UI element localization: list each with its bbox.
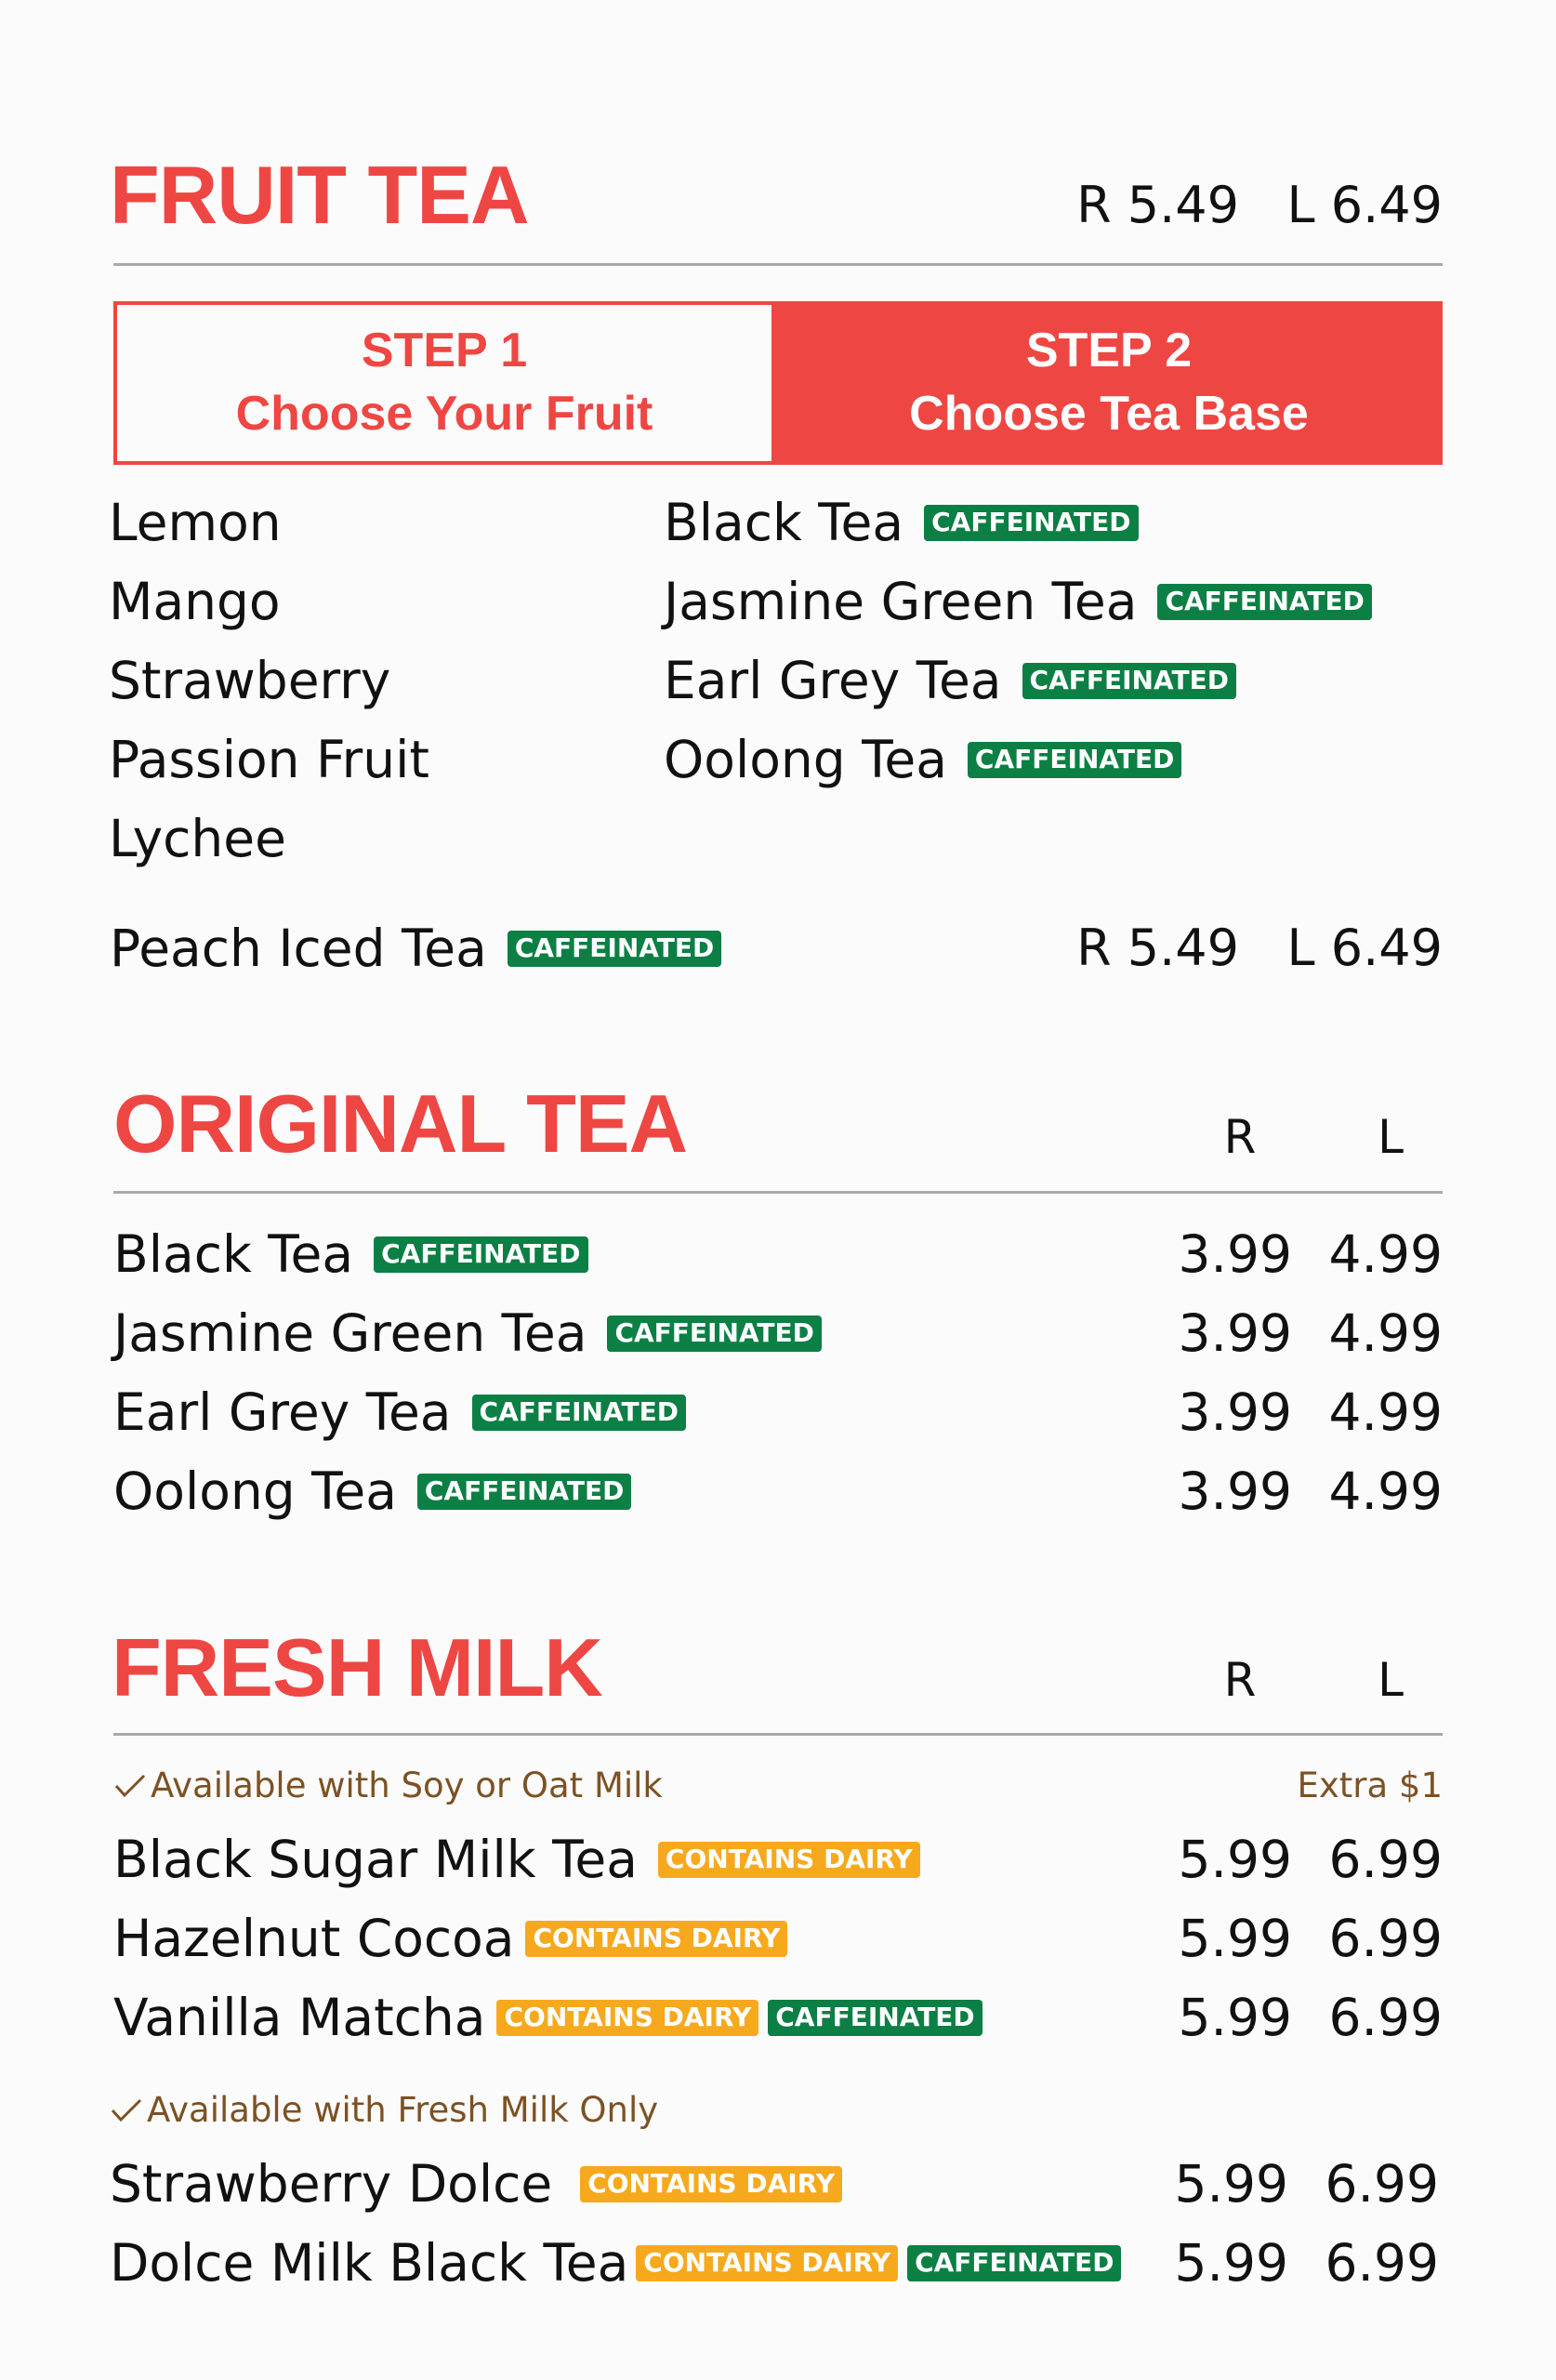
checkmark-icon [110,2097,143,2123]
original-tea-col-l: L [1378,1110,1404,1164]
large-price: 4.99 [1328,1303,1443,1363]
caffeinated-badge: CAFFEINATED [768,2000,982,2036]
original-tea-title: ORIGINAL TEA [113,1078,688,1170]
step1-box [113,301,775,465]
menu-item-name: Jasmine Green Tea [113,1303,587,1363]
contains-dairy-badge: CONTAINS DAIRY [658,1842,920,1878]
caffeinated-badge: CAFFEINATED [968,742,1181,778]
tea-base-name: Earl Grey Tea [664,651,1002,710]
menu-item-name: Hazelnut Cocoa [113,1909,515,1968]
large-price: 4.99 [1328,1382,1443,1442]
large-price: 4.99 [1328,1461,1443,1521]
menu-item [113,1461,631,1521]
menu-item-name: Earl Grey Tea [113,1382,452,1442]
milk-option-text: Available with Soy or Oat Milk [151,1765,663,1805]
caffeinated-badge: CAFFEINATED [907,2245,1121,2281]
step2-number: STEP 2 [1025,324,1193,378]
caffeinated-badge: CAFFEINATED [472,1395,686,1431]
caffeinated-badge: CAFFEINATED [924,505,1138,541]
contains-dairy-badge: CONTAINS DAIRY [496,2000,758,2036]
large-price: 6.99 [1328,1830,1443,1889]
step2-box [775,301,1443,465]
step1-number: STEP 1 [361,324,528,378]
fruit-item: Strawberry [109,651,391,710]
checkmark-icon [113,1773,147,1799]
menu-item [113,1303,822,1363]
menu-item-name: Vanilla Matcha [113,1988,486,2047]
regular-price: 3.99 [1178,1224,1292,1284]
fruit-item: Mango [109,572,281,631]
menu-item [113,1988,982,2047]
fruit-item: Passion Fruit [109,730,429,789]
tea-base-item [664,651,1236,710]
fruit-item: Lychee [109,809,286,868]
menu-item [110,2233,1121,2293]
menu-item-name: Black Tea [113,1224,354,1284]
menu-item [113,1830,920,1889]
caffeinated-badge: CAFFEINATED [508,931,721,967]
caffeinated-badge: CAFFEINATED [374,1236,587,1273]
tea-base-name: Black Tea [664,493,904,552]
menu-item-name: Dolce Milk Black Tea [110,2233,629,2293]
fresh-milk-divider [113,1733,1443,1736]
menu-item [113,1909,787,1968]
fresh-milk-title: FRESH MILK [112,1621,602,1713]
milk-option-note [113,1765,663,1805]
regular-price: 3.99 [1178,1461,1292,1521]
regular-price: 5.99 [1178,1988,1292,2047]
fruit-item: Lemon [109,493,282,552]
menu-item [113,1224,588,1284]
large-price: 4.99 [1328,1224,1443,1284]
fresh-milk-col-r: R [1223,1653,1257,1707]
tea-base-item [664,493,1139,552]
peach-iced-tea-name: Peach Iced Tea [110,919,487,978]
large-price: 6.99 [1328,1988,1443,2047]
regular-price: 5.99 [1174,2154,1288,2214]
large-price: 6.99 [1325,2154,1439,2214]
contains-dairy-badge: CONTAINS DAIRY [636,2245,898,2281]
fruit-tea-title: FRUIT TEA [110,149,529,241]
contains-dairy-badge: CONTAINS DAIRY [580,2166,842,2202]
regular-price: 5.99 [1178,1909,1292,1968]
caffeinated-badge: CAFFEINATED [1157,584,1371,620]
contains-dairy-badge: CONTAINS DAIRY [525,1921,787,1957]
menu-item [113,1382,686,1442]
step1-label: Choose Your Fruit [235,387,653,441]
menu-item-name: Strawberry Dolce [110,2154,553,2214]
tea-base-name: Oolong Tea [664,730,947,789]
regular-price: 5.99 [1178,1830,1292,1889]
caffeinated-badge: CAFFEINATED [607,1316,821,1352]
original-tea-divider [113,1191,1443,1194]
menu-item-name: Black Sugar Milk Tea [113,1830,638,1889]
tea-base-item [664,730,1181,789]
peach-iced-tea-item [110,919,721,978]
original-tea-col-r: R [1223,1110,1257,1164]
step2-label: Choose Tea Base [909,387,1309,441]
regular-price: 3.99 [1178,1382,1292,1442]
fresh-milk-col-l: L [1378,1653,1404,1707]
tea-base-item [664,572,1372,631]
extra-charge: Extra $1 [1297,1765,1443,1805]
fruit-tea-price: R 5.49 L 6.49 [1076,176,1443,234]
fruit-tea-divider [113,263,1443,266]
large-price: 6.99 [1328,1909,1443,1968]
caffeinated-badge: CAFFEINATED [1022,663,1236,699]
peach-iced-tea-price: R 5.49 L 6.49 [1076,919,1443,977]
regular-price: 3.99 [1178,1303,1292,1363]
menu-item-name: Oolong Tea [113,1461,397,1521]
milk-option-note [110,2090,659,2130]
large-price: 6.99 [1325,2233,1439,2293]
milk-option-text: Available with Fresh Milk Only [147,2090,659,2130]
menu-item [110,2154,842,2214]
tea-base-name: Jasmine Green Tea [664,572,1138,631]
caffeinated-badge: CAFFEINATED [417,1474,631,1510]
regular-price: 5.99 [1174,2233,1288,2293]
